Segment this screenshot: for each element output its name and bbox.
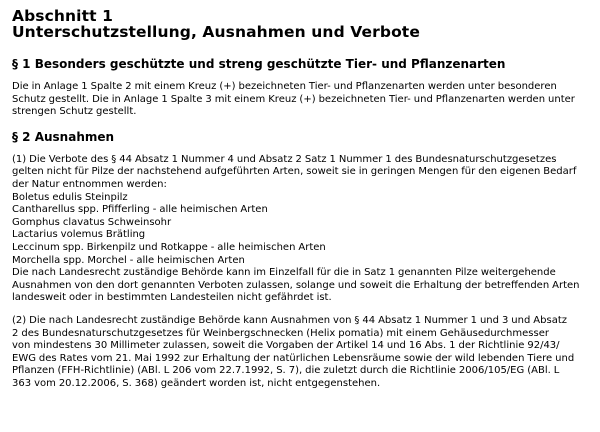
- paragraph-line: EWG des Rates vom 21. Mai 1992 zur Erhaltung der natürlichen Lebensräume sowie der wild lebenden Tiere und: [12, 352, 575, 364]
- paragraph-line: Ausnahmen von den dort genannten Verboten zulassen, solange und soweit die Erhaltung der betreffenden Arten: [12, 279, 580, 291]
- section-2-paragraph-2: [12, 315, 576, 391]
- paragraph-line: gelten nicht für Pilze der nachstehend aufgeführten Arten, soweit sie in geringen Mengen für den eigenen Bedarf: [12, 166, 577, 178]
- paragraph-line: Die in Anlage 1 Spalte 2 mit einem Kreuz (+) bezeichneten Tier- und Pflanzenarten werden unter besonderen: [12, 81, 557, 92]
- paragraph-line: von mindestens 30 Millimeter zulassen, soweit die Vorgaben der Artikel 14 und 16 Abs. 1 der Richtlinie 92/43/: [12, 340, 560, 352]
- section-2-paragraph-1: [12, 153, 580, 305]
- paragraph-line: Schutz gestellt. Die in Anlage 1 Spalte 3 mit einem Kreuz (+) bezeichneten Tier- und Pflanzenarten werden unter: [12, 93, 575, 105]
- paragraph-line: Pflanzen (FFH-Richtlinie) (ABl. L 206 vom 22.7.1992, S. 7), die zuletzt durch die Richtlinie 2006/105/EG (ABl. L: [12, 365, 560, 377]
- species-item: Morchella spp. Morchel - alle heimischen Arten: [12, 254, 245, 266]
- paragraph-line: landesweit oder in bestimmten Landesteilen nicht gefährdet ist.: [12, 292, 332, 304]
- paragraph-line: (1) Die Verbote des § 44 Absatz 1 Nummer 4 und Absatz 2 Satz 1 Nummer 1 des Bundesnaturschutzgesetzes: [12, 153, 557, 165]
- chapter-title: [12, 8, 576, 40]
- paragraph-line: 363 vom 20.12.2006, S. 368) geändert worden ist, nicht entgegenstehen.: [12, 377, 381, 389]
- species-item: Lactarius volemus Brätling: [12, 229, 146, 241]
- section-1-paragraph: [12, 81, 576, 119]
- species-item: Leccinum spp. Birkenpilz und Rotkappe - alle heimischen Arten: [12, 241, 326, 253]
- paragraph-line: der Natur entnommen werden:: [12, 178, 167, 190]
- species-item: Cantharellus spp. Pfifferling - alle heimischen Arten: [12, 204, 268, 216]
- species-item: Gomphus clavatus Schweinsohr: [12, 216, 172, 228]
- species-item: Boletus edulis Steinpilz: [12, 191, 128, 203]
- paragraph-line: (2) Die nach Landesrecht zuständige Behörde kann Ausnahmen von § 44 Absatz 1 Nummer 1 und 3 und Absatz: [12, 314, 568, 326]
- paragraph-line: Die nach Landesrecht zuständige Behörde kann im Einzelfall für die in Satz 1 genannten Pilze weitergehende: [12, 267, 556, 279]
- section-2-heading: § 2 Ausnahmen: [12, 129, 115, 144]
- chapter-number: Abschnitt 1: [12, 7, 113, 25]
- chapter-subtitle: Unterschutzstellung, Ausnahmen und Verbote: [12, 23, 420, 41]
- paragraph-line: strengen Schutz gestellt.: [12, 106, 137, 118]
- paragraph-line: 2 des Bundesnaturschutzgesetzes für Weinbergschnecken (Helix pomatia) mit einem Gehäusedurchmesser: [12, 327, 549, 339]
- section-1-heading: § 1 Besonders geschützte und streng geschützte Tier- und Pflanzenarten: [12, 57, 506, 71]
